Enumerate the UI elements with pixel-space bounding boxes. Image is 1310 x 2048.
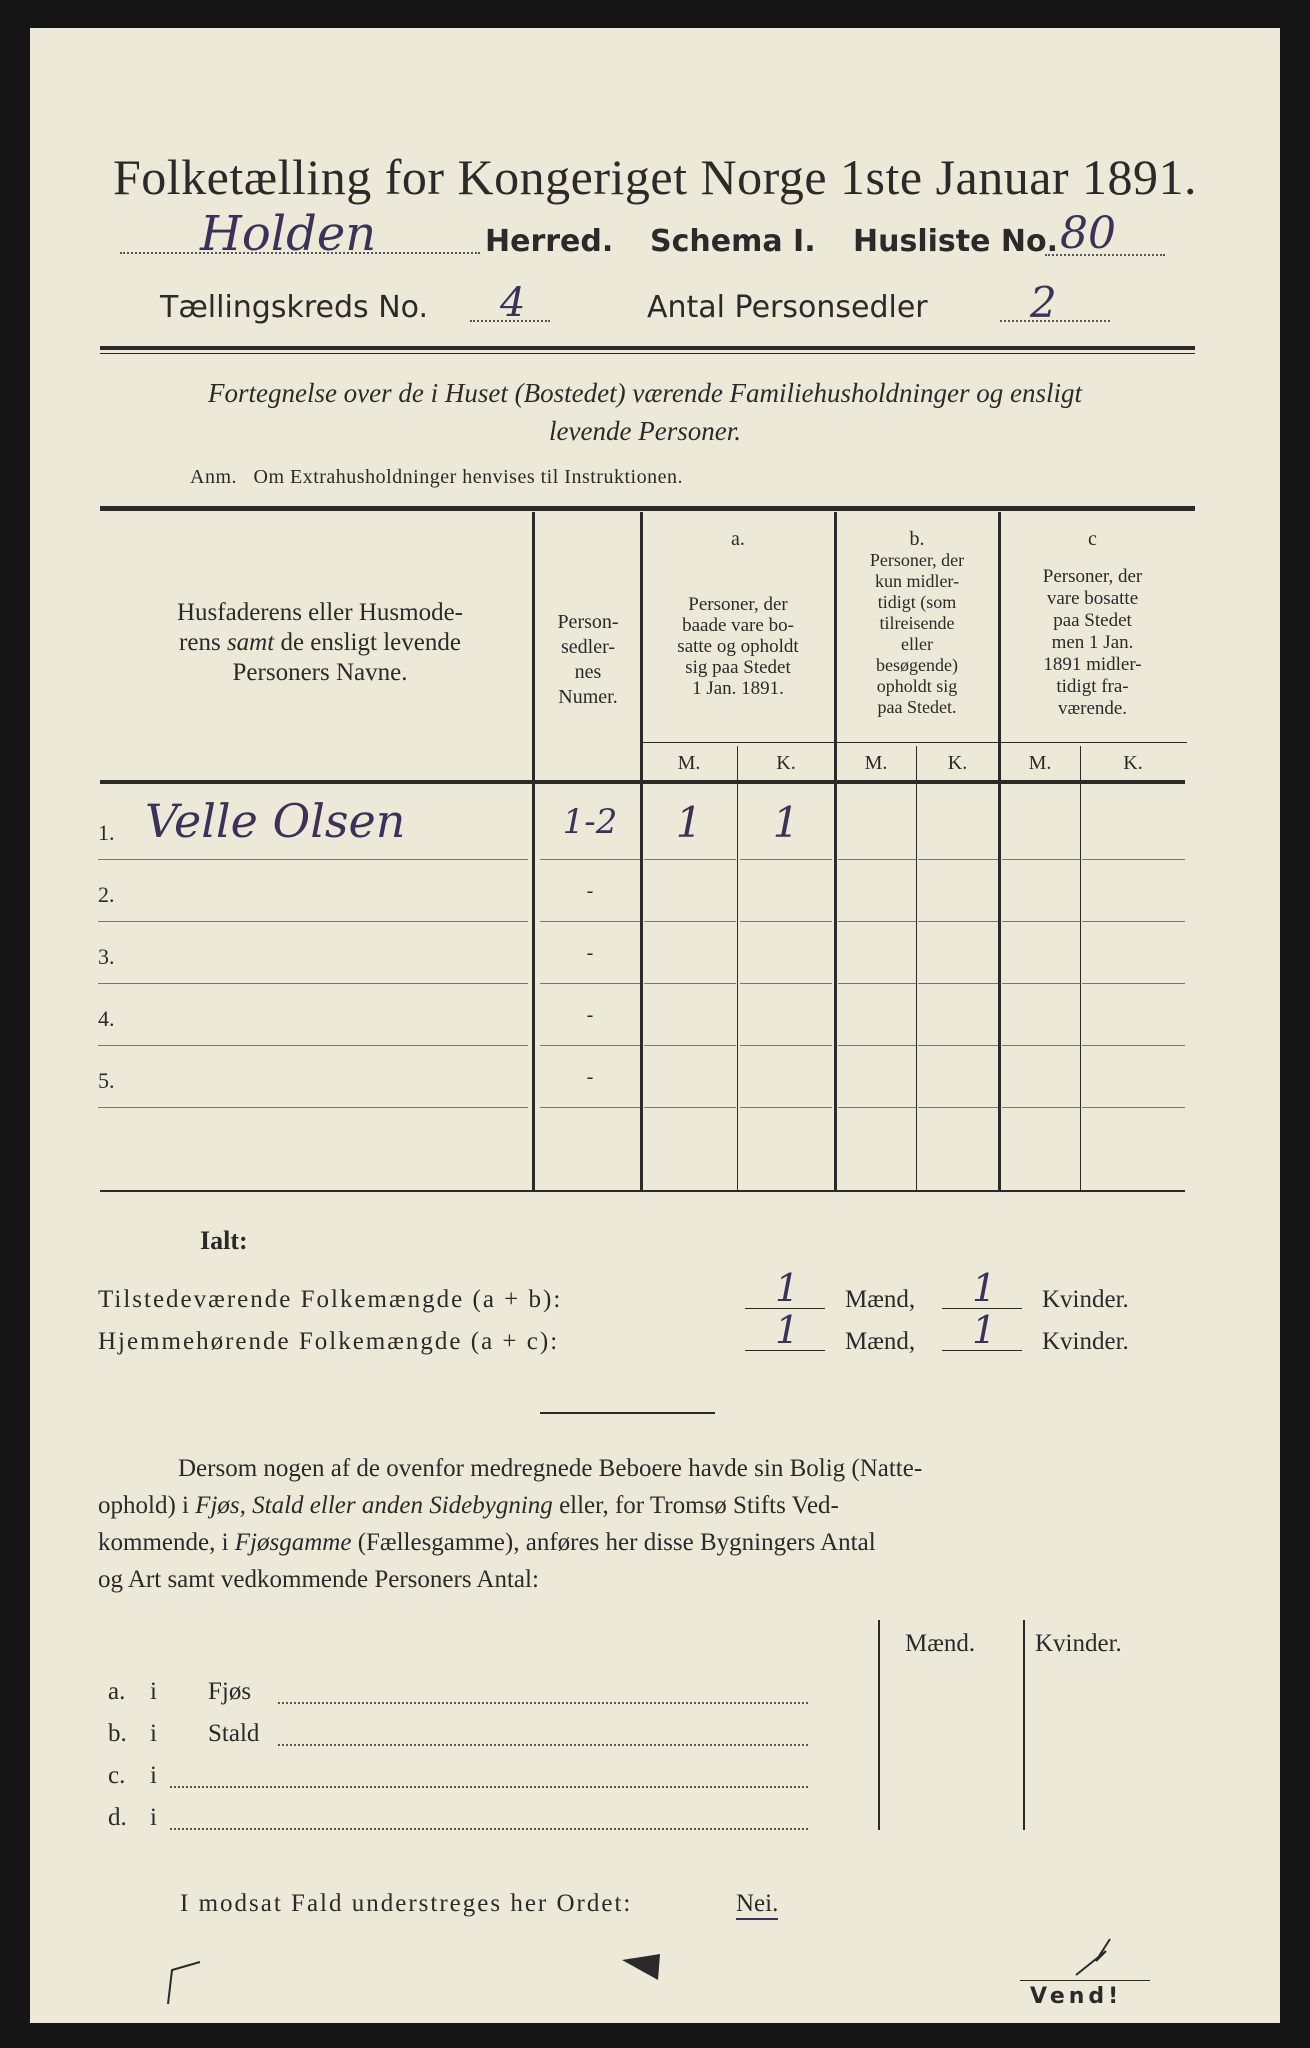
row-underline bbox=[740, 1107, 832, 1108]
tilstede-kvinder: Kvinder. bbox=[1042, 1286, 1129, 1313]
building-letter: c. bbox=[108, 1762, 126, 1789]
buildings-maend-header: Mænd. bbox=[905, 1630, 976, 1657]
col-c-header-line: Personer, der bbox=[1042, 566, 1143, 587]
col-a-letter: a. bbox=[731, 528, 745, 550]
antal-label: Antal Personsedler bbox=[647, 290, 928, 325]
husliste-label: Husliste No. bbox=[853, 224, 1058, 259]
schema-label: Schema I. bbox=[650, 224, 816, 259]
col-b-header-line: Personer, der bbox=[869, 550, 965, 570]
building-row bbox=[108, 1720, 888, 1756]
col-num-header-line: nes bbox=[574, 661, 602, 683]
table-row bbox=[30, 922, 1280, 984]
a-m-header: M. bbox=[677, 752, 701, 774]
col-a-header-line: Personer, der bbox=[688, 594, 788, 615]
table-row bbox=[30, 794, 1280, 860]
row-name: Velle Olsen bbox=[145, 794, 406, 848]
table-row bbox=[30, 860, 1280, 922]
modsat-text: I modsat Fald understreges her Ordet: bbox=[180, 1890, 633, 1917]
hjemme-kvinder: Kvinder. bbox=[1042, 1328, 1129, 1355]
hjemme-k-value: 1 bbox=[972, 1308, 997, 1352]
tilstede-label: Tilstedeværende Folkemængde (a + b): bbox=[98, 1286, 563, 1313]
col-num-header-line: sedler- bbox=[560, 636, 615, 658]
separator bbox=[540, 1412, 715, 1414]
antal-value: 2 bbox=[1030, 278, 1057, 327]
row-sedler-number: - bbox=[586, 1066, 594, 1088]
census-form-page bbox=[30, 28, 1280, 2023]
table-row bbox=[30, 1046, 1280, 1108]
kreds-value: 4 bbox=[500, 280, 526, 326]
row-number: 2. bbox=[98, 882, 115, 907]
table-row bbox=[30, 984, 1280, 1046]
col-c-letter: c bbox=[1088, 528, 1097, 550]
building-dots bbox=[278, 1702, 808, 1704]
hjemme-maend: Mænd, bbox=[845, 1328, 916, 1355]
row-a-maend: 1 bbox=[675, 798, 703, 847]
row-sedler-number: - bbox=[586, 880, 594, 902]
c-m-header: M. bbox=[1028, 752, 1052, 774]
building-dots bbox=[170, 1786, 808, 1788]
col-a-header-line: sig paa Stedet bbox=[685, 657, 791, 678]
building-i: i bbox=[150, 1720, 157, 1747]
anm-note: Anm. Om Extrahusholdninger henvises til Instruktionen. bbox=[190, 466, 683, 488]
buildings-paragraph: Dersom nogen af de ovenfor medregnede Beboere havde sin Bolig (Natte- ophold) i Fjøs, Stald eller anden Sidebygning eller, for Tromsø Stifts Ved- kommende, i Fjøsgamme (Fællesgamme), anføres her disse Bygningers Antal og Art samt vedkommende Personers Antal: bbox=[98, 1455, 923, 1593]
col-b-header-line: eller bbox=[901, 634, 933, 654]
row-number: 5. bbox=[98, 1068, 115, 1093]
building-i: i bbox=[150, 1678, 157, 1705]
col-c-header-line: værende. bbox=[1057, 698, 1128, 719]
corner-mark-left bbox=[160, 1958, 220, 2008]
row-underline bbox=[540, 1107, 640, 1108]
building-dots bbox=[170, 1828, 808, 1830]
c-k-header: K. bbox=[1123, 752, 1143, 774]
building-row bbox=[108, 1678, 888, 1714]
kreds-label: Tællingskreds No. bbox=[160, 290, 428, 325]
row-underline bbox=[1002, 1107, 1080, 1108]
building-label: Fjøs bbox=[208, 1678, 252, 1705]
col-c-header-line: paa Stedet bbox=[1053, 610, 1132, 631]
row-number: 1. bbox=[98, 820, 115, 845]
tilstede-maend: Mænd, bbox=[845, 1286, 916, 1313]
herred-label: Herred. bbox=[485, 224, 614, 259]
building-letter: b. bbox=[108, 1720, 127, 1747]
buildings-vline-2 bbox=[1023, 1620, 1025, 1830]
mk-header-line bbox=[642, 742, 1187, 743]
row-number: 3. bbox=[98, 944, 115, 969]
b-k-header: K. bbox=[947, 752, 968, 774]
col-a-header-line: 1 Jan. 1891. bbox=[692, 678, 784, 699]
col-b-header-line: tidigt (som bbox=[877, 592, 957, 612]
row-underline bbox=[98, 1107, 528, 1108]
building-i: i bbox=[150, 1804, 157, 1831]
col-num-header-line: Numer. bbox=[558, 686, 618, 708]
col-c-header bbox=[1000, 566, 1185, 720]
nei-word: Nei. bbox=[736, 1890, 778, 1920]
col-num-header bbox=[538, 610, 638, 710]
buildings-kvinder-header: Kvinder. bbox=[1035, 1630, 1122, 1657]
building-row bbox=[108, 1762, 888, 1798]
intro-line-1: Fortegnelse over de i Huset (Bostedet) værende Familiehusholdninger og ensligt bbox=[207, 378, 1083, 408]
hjemme-label: Hjemmehørende Folkemængde (a + c): bbox=[98, 1328, 560, 1355]
col-b-header-line: besøgende) bbox=[876, 655, 958, 675]
col-c-header-line: men 1 Jan. bbox=[1051, 632, 1134, 653]
ialt-label: Ialt: bbox=[200, 1226, 248, 1255]
husliste-value: 80 bbox=[1060, 208, 1116, 259]
building-row bbox=[108, 1804, 888, 1840]
building-label: Stald bbox=[208, 1720, 260, 1747]
col-b-header bbox=[836, 550, 998, 718]
header-rule bbox=[100, 346, 1195, 350]
col-num-header-line: Person- bbox=[557, 611, 619, 633]
col-names-header: Husfaderens eller Husmode- rens samt de ensligt levende Personers Navne. bbox=[176, 599, 463, 686]
row-underline bbox=[1082, 1107, 1185, 1108]
col-b-header-line: tilreisende bbox=[879, 613, 955, 633]
building-letter: a. bbox=[108, 1678, 126, 1705]
col-a-header-line: satte og opholdt bbox=[677, 636, 799, 657]
vend-label: Vend! bbox=[1030, 1984, 1123, 2009]
row-underline bbox=[838, 1107, 916, 1108]
row-number: 4. bbox=[98, 1006, 115, 1031]
row-sedler-number: 1-2 bbox=[562, 802, 618, 842]
corner-mark-center bbox=[620, 1950, 670, 2005]
col-b-header-line: opholdt sig bbox=[876, 676, 958, 696]
tilstede-k-value: 1 bbox=[972, 1266, 997, 1310]
corner-mark-right bbox=[1070, 1933, 1120, 1978]
row-a-kvinder: 1 bbox=[772, 798, 800, 847]
col-c-header-line: 1891 midler- bbox=[1043, 654, 1142, 675]
form-title: Folketælling for Kongeriget Norge 1ste Januar 1891. bbox=[112, 149, 1198, 205]
b-m-header: M. bbox=[864, 752, 888, 774]
col-b-header-line: kun midler- bbox=[874, 571, 960, 591]
row-sedler-number: - bbox=[586, 1004, 594, 1026]
col-b-header-line: paa Stedet. bbox=[877, 697, 957, 717]
a-k-header: K. bbox=[776, 752, 796, 774]
col-c-header-line: tidigt fra- bbox=[1056, 676, 1129, 697]
building-dots bbox=[278, 1744, 808, 1746]
building-letter: d. bbox=[108, 1804, 127, 1831]
col-a-header-line: baade vare bo- bbox=[682, 615, 794, 636]
col-b-letter: b. bbox=[909, 528, 925, 550]
row-underline bbox=[918, 1107, 998, 1108]
table-top-rule bbox=[100, 506, 1195, 511]
row-sedler-number: - bbox=[586, 942, 594, 964]
herred-value: Holden bbox=[200, 206, 377, 262]
col-c-header-line: vare bosatte bbox=[1046, 588, 1139, 609]
row-underline bbox=[644, 1107, 736, 1108]
building-i: i bbox=[150, 1762, 157, 1789]
header-rule-thin bbox=[100, 353, 1195, 354]
hjemme-m-value: 1 bbox=[775, 1308, 800, 1352]
tilstede-m-value: 1 bbox=[775, 1266, 800, 1310]
vend-line bbox=[1020, 1980, 1150, 1981]
col-a-header bbox=[642, 594, 834, 699]
intro-line-2: levende Personer. bbox=[549, 416, 741, 446]
